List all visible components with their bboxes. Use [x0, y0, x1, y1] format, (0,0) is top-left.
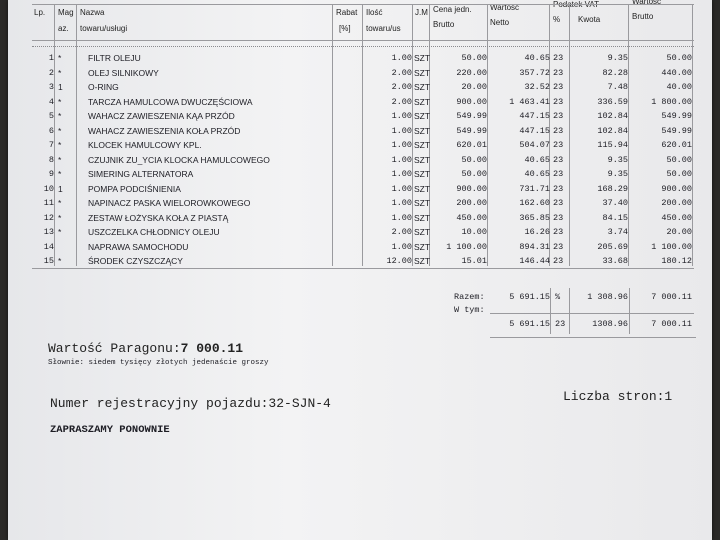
cell-gross: 549.99 [661, 125, 692, 136]
cell-jm: SZT [414, 53, 431, 63]
cell-gross: 200.00 [661, 198, 692, 208]
receipt-total-value: 7 000.11 [180, 341, 244, 356]
cell-name: WAHACZ ZAWIESZENIA KOŁA PRZÓD [88, 125, 241, 136]
cell-qty: 2.00 [391, 96, 412, 107]
cell-jm: SZT [414, 82, 431, 92]
cell-lp: 13 [43, 227, 54, 237]
summary-divider [569, 288, 570, 334]
cell-name: O-RING [88, 82, 119, 92]
cell-jm: SZT [414, 212, 431, 223]
cell-gross: 50.00 [666, 169, 692, 179]
header-name: Nazwa [80, 8, 105, 17]
cell-lp: 14 [43, 241, 54, 252]
cell-gross: 900.00 [661, 183, 692, 194]
cell-vat: 33.68 [602, 256, 628, 266]
cell-lp: 10 [43, 183, 54, 194]
cell-mag: * [58, 212, 62, 223]
cell-gross: 50.00 [666, 53, 692, 63]
cell-jm: SZT [414, 125, 431, 136]
cell-jm: SZT [414, 198, 431, 208]
table-row [8, 109, 712, 124]
cell-vat: 102.84 [597, 111, 628, 121]
cell-vat: 9.35 [607, 154, 628, 165]
cell-vat: 115.94 [597, 140, 628, 150]
cell-qty: 1.00 [391, 125, 412, 136]
cell-qty: 1.00 [391, 53, 412, 63]
header-price: Cena jedn. [433, 5, 472, 14]
cell-vat: 336.59 [597, 96, 628, 107]
cell-gross: 1 100.00 [651, 241, 692, 252]
cell-pct: 23 [553, 183, 564, 194]
cell-price: 900.00 [456, 183, 487, 194]
cell-net: 447.15 [519, 111, 550, 121]
cell-jm: SZT [414, 67, 431, 78]
summary-rate-vat: 1308.96 [592, 319, 628, 329]
cell-lp: 5 [48, 111, 54, 121]
cell-mag: 1 [58, 82, 63, 92]
cell-name: TARCZA HAMULCOWA DWUCZĘŚCIOWA [88, 96, 253, 107]
summary-divider [629, 288, 630, 334]
cell-price: 450.00 [456, 212, 487, 223]
cell-price: 15.01 [461, 256, 487, 266]
cell-lp: 11 [43, 198, 54, 208]
cell-net: 16.26 [524, 227, 550, 237]
cell-net: 365.85 [519, 212, 550, 223]
cell-gross: 180.12 [661, 256, 692, 266]
table-row [8, 196, 712, 211]
cell-jm: SZT [414, 183, 431, 194]
cell-gross: 450.00 [661, 212, 692, 223]
receipt-paper [8, 0, 712, 540]
cell-mag: * [58, 53, 62, 63]
cell-vat: 9.35 [607, 53, 628, 63]
cell-net: 40.65 [524, 169, 550, 179]
cell-price: 50.00 [461, 154, 487, 165]
cell-vat: 168.29 [597, 183, 628, 194]
cell-gross: 1 800.00 [651, 96, 692, 107]
header-mag: Mag [58, 8, 74, 17]
cell-pct: 23 [553, 67, 564, 78]
cell-net: 32.52 [524, 82, 550, 92]
table-row [8, 80, 712, 95]
cell-price: 50.00 [461, 169, 487, 179]
header-qty: Ilość [366, 8, 383, 17]
cell-lp: 12 [43, 212, 54, 223]
cell-net: 146.44 [519, 256, 550, 266]
cell-jm: SZT [414, 154, 431, 165]
items-table [8, 51, 712, 269]
header-net: Wartość [490, 3, 520, 12]
cell-pct: 23 [553, 140, 564, 150]
cell-lp: 1 [48, 53, 54, 63]
cell-lp: 7 [48, 140, 54, 150]
cell-gross: 620.01 [661, 140, 692, 150]
cell-mag: * [58, 198, 62, 208]
cell-qty: 1.00 [391, 183, 412, 194]
cell-vat: 82.28 [602, 67, 628, 78]
cell-name: ŚRODEK CZYSZCZĄCY [88, 256, 183, 266]
cell-gross: 20.00 [666, 227, 692, 237]
cell-vat: 205.69 [597, 241, 628, 252]
summary-breakdown-label: W tym: [454, 305, 485, 315]
cell-pct: 23 [553, 169, 564, 179]
header-qty-sub: towaru/us [366, 24, 401, 33]
cell-pct: 23 [553, 198, 564, 208]
table-row [8, 95, 712, 110]
cell-mag: * [58, 140, 62, 150]
cell-net: 447.15 [519, 125, 550, 136]
cell-pct: 23 [553, 111, 564, 121]
cell-pct: 23 [553, 227, 564, 237]
cell-qty: 12.00 [386, 256, 412, 266]
closing-message: ZAPRASZAMY PONOWNIE [50, 424, 170, 436]
header-vat-pct: % [553, 15, 561, 24]
cell-qty: 1.00 [391, 212, 412, 223]
summary-total-gross: 7 000.11 [651, 292, 692, 302]
cell-gross: 50.00 [666, 154, 692, 165]
summary-total-pct: % [555, 292, 561, 302]
cell-name: WAHACZ ZAWIESZENIA KĄA PRZÓD [88, 111, 235, 121]
cell-vat: 37.40 [602, 198, 628, 208]
cell-pct: 23 [553, 96, 564, 107]
header-discount: Rabat [336, 8, 358, 17]
cell-lp: 3 [48, 82, 54, 92]
cell-lp: 15 [43, 256, 54, 266]
summary-rule [490, 313, 694, 314]
table-header-rule [32, 46, 694, 47]
cell-qty: 2.00 [391, 67, 412, 78]
cell-name: SIMERING ALTERNATORA [88, 169, 194, 179]
summary-bottom-rule [490, 337, 696, 338]
cell-gross: 549.99 [661, 111, 692, 121]
table-row [8, 225, 712, 240]
receipt-total [48, 341, 243, 356]
cell-qty: 2.00 [391, 82, 412, 92]
cell-jm: SZT [414, 227, 431, 237]
cell-mag: * [58, 154, 62, 165]
cell-mag: 1 [58, 183, 63, 194]
cell-qty: 1.00 [391, 140, 412, 150]
summary-rate-net: 5 691.15 [509, 319, 550, 329]
header-gross: Wartość [632, 0, 662, 6]
cell-name: NAPRAWA SAMOCHODU [88, 241, 189, 252]
table-row [8, 51, 712, 66]
cell-lp: 8 [48, 154, 54, 165]
cell-net: 40.65 [524, 154, 550, 165]
cell-pct: 23 [553, 82, 564, 92]
cell-net: 731.71 [519, 183, 550, 194]
cell-qty: 1.00 [391, 111, 412, 121]
cell-qty: 1.00 [391, 198, 412, 208]
summary-total-label: Razem: [454, 292, 485, 302]
cell-net: 1 463.41 [509, 96, 550, 107]
cell-vat: 84.15 [602, 212, 628, 223]
cell-mag: * [58, 125, 62, 136]
cell-gross: 40.00 [666, 82, 692, 92]
page-count: Liczba stron:1 [563, 389, 673, 404]
table-row [8, 66, 712, 81]
cell-mag: * [58, 111, 62, 121]
cell-qty: 2.00 [391, 227, 412, 237]
cell-vat: 3.74 [607, 227, 628, 237]
cell-qty: 1.00 [391, 241, 412, 252]
cell-price: 549.99 [456, 125, 487, 136]
header-unit: J.M [415, 8, 428, 17]
cell-price: 1 100.00 [446, 241, 487, 252]
cell-name: NAPINACZ PASKA WIELOROWKOWEGO [88, 198, 251, 208]
cell-name: KLOCEK HAMULCOWY KPL. [88, 140, 202, 150]
cell-jm: SZT [414, 96, 431, 107]
cell-mag: * [58, 67, 62, 78]
cell-net: 504.07 [519, 140, 550, 150]
cell-price: 620.01 [456, 140, 487, 150]
cell-price: 549.99 [456, 111, 487, 121]
table-row [8, 182, 712, 197]
summary-total-vat: 1 308.96 [587, 292, 628, 302]
cell-price: 220.00 [456, 67, 487, 78]
cell-jm: SZT [414, 256, 431, 266]
header-gross-sub: Brutto [632, 12, 654, 21]
cell-lp: 2 [48, 67, 54, 78]
cell-jm: SZT [414, 111, 431, 121]
header-lp: Lp. [34, 8, 46, 17]
header-net-sub: Netto [490, 18, 510, 27]
cell-mag: * [58, 96, 62, 107]
cell-pct: 23 [553, 154, 564, 165]
cell-net: 357.72 [519, 67, 550, 78]
cell-net: 40.65 [524, 53, 550, 63]
table-row [8, 138, 712, 153]
header-vat-amount: Kwota [578, 15, 601, 24]
cell-price: 10.00 [461, 227, 487, 237]
cell-lp: 9 [48, 169, 54, 179]
summary-rate-pct: 23 [555, 319, 566, 329]
cell-qty: 1.00 [391, 169, 412, 179]
cell-vat: 7.48 [607, 82, 628, 92]
cell-price: 900.00 [456, 96, 487, 107]
cell-jm: SZT [414, 241, 431, 252]
cell-pct: 23 [553, 53, 564, 63]
cell-pct: 23 [553, 212, 564, 223]
header-price-sub: Brutto [433, 20, 455, 29]
amount-in-words: Słownie: siedem tysięcy złotych jedenaście groszy [48, 359, 269, 367]
table-top-rule [32, 4, 694, 5]
table-header-rule [32, 40, 694, 41]
cell-pct: 23 [553, 241, 564, 252]
header-name-sub: towaru/usługi [80, 24, 128, 33]
receipt-total-label: Wartość Paragonu: [48, 341, 181, 356]
cell-name: USZCZELKA CHŁODNICY OLEJU [88, 227, 220, 237]
summary-total-net: 5 691.15 [509, 292, 550, 302]
cell-gross: 440.00 [661, 67, 692, 78]
cell-jm: SZT [414, 140, 431, 150]
vehicle-registration: Numer rejestracyjny pojazdu:32-SJN-4 [50, 396, 331, 411]
cell-name: OLEJ SILNIKOWY [88, 67, 159, 78]
cell-lp: 4 [48, 96, 54, 107]
cell-name: POMPA PODCIŚNIENIA [88, 183, 181, 194]
table-row [8, 211, 712, 226]
header-discount-sub: [%] [339, 24, 351, 33]
cell-net: 162.60 [519, 198, 550, 208]
cell-mag: * [58, 256, 62, 266]
cell-pct: 23 [553, 125, 564, 136]
cell-price: 200.00 [456, 198, 487, 208]
cell-name: FILTR OLEJU [88, 53, 141, 63]
table-row [8, 153, 712, 168]
cell-vat: 102.84 [597, 125, 628, 136]
header-vat: Podatek VAT [553, 0, 599, 9]
cell-qty: 1.00 [391, 154, 412, 165]
cell-lp: 6 [48, 125, 54, 136]
table-row [8, 124, 712, 139]
table-row [8, 240, 712, 255]
summary-rate-gross: 7 000.11 [651, 319, 692, 329]
summary-divider [550, 288, 551, 334]
header-mag-sub: az. [58, 24, 69, 33]
cell-price: 20.00 [461, 82, 487, 92]
cell-jm: SZT [414, 169, 431, 179]
cell-net: 894.31 [519, 241, 550, 252]
cell-mag: * [58, 227, 62, 237]
cell-name: CZUJNIK ZU_YCIA KLOCKA HAMULCOWEGO [88, 154, 270, 165]
cell-price: 50.00 [461, 53, 487, 63]
cell-pct: 23 [553, 256, 564, 266]
table-row [8, 254, 712, 269]
cell-vat: 9.35 [607, 169, 628, 179]
cell-mag: * [58, 169, 62, 179]
table-row [8, 167, 712, 182]
cell-name: ZESTAW ŁOŻYSKA KOŁA Z PIASTĄ [88, 212, 229, 223]
